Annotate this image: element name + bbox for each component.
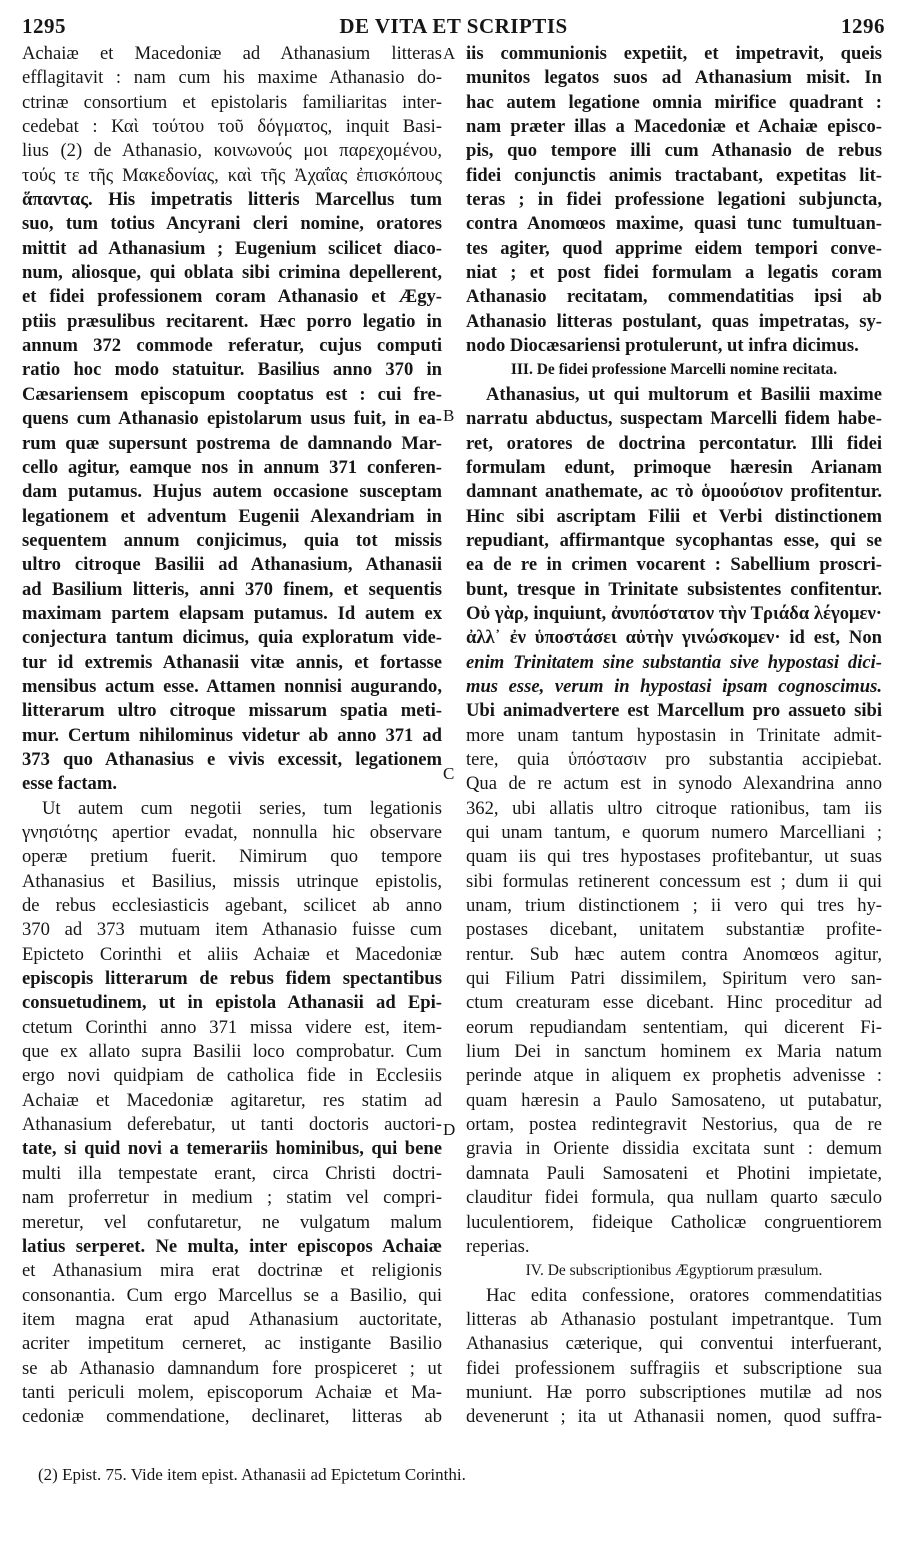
left-column	[22, 42, 442, 1430]
text-line: nam proferretur in medium ; statim vel compri-	[22, 1187, 442, 1209]
margin-marker-a: A	[443, 44, 456, 63]
text-line: ἅπαντας. His impetratis litteris Marcellus tum	[22, 189, 442, 211]
text-line: Athanasio litteras postulant, quas impetratas, sy-	[466, 310, 882, 332]
text-line: fidei conjunctis animis tractabant, expetitas lit-	[466, 164, 882, 186]
margin-marker-c: C	[443, 764, 455, 783]
text-line: τούς τε τῆς Μακεδονίας, καὶ τῆς Ἀχαΐας ἐπισκόπους	[22, 164, 442, 186]
text-line: quens cum Athanasio epistolarum usus fuit, in ea-	[22, 408, 442, 430]
text-line: operæ pretium fuerit. Nimirum quo tempore	[22, 846, 442, 868]
text-line: perinde atque in aliquem ex prophetis advenisse :	[466, 1065, 882, 1087]
text-line: dam putamus. Hujus autem occasione susceptam	[22, 481, 442, 503]
text-line: rum quæ supersunt postrema de damnando Mar-	[22, 432, 442, 454]
text-line: tanti periculi molem, episcoporum Achaiæ et Ma-	[22, 1381, 442, 1403]
text-line: ctrinæ consortium et epistolaris familiaritas inter-	[22, 91, 442, 113]
text-line: ctum creaturam esse dicebant. Hinc proceditur ad	[466, 992, 882, 1014]
text-line: suo, tum totius Ancyrani cleri nomine, oratores	[22, 213, 442, 235]
text-line: Hac edita confessione, oratores commendatitias	[486, 1284, 882, 1306]
text-line: ultro citroque Basilii ad Athanasium, Athanasii	[22, 554, 442, 576]
text-line: Athanasium deferebatur, ut tanti doctoris auctori-	[22, 1114, 442, 1136]
text-line: more unam tantum hypostasin in Trinitate admit-	[466, 724, 882, 746]
text-line: cedebat : Καὶ τούτου τοῦ δόγματος, inquit Basi-	[22, 116, 442, 138]
text-line: Athanasio recitatam, commendatitias ipsi ab	[466, 286, 882, 308]
text-line: esse factam.	[22, 773, 117, 795]
right-column	[466, 42, 882, 1430]
text-line: litteras ab Athanasio postulant impetrantque. Tum	[466, 1308, 882, 1330]
margin-marker-b: B	[443, 406, 455, 425]
text-line: mensibus actum esse. Attamen nonnisi augurando,	[22, 675, 442, 697]
text-line: Οὐ γὰρ, inquiunt, ἀνυπόστατον τὴν Τριάδα λέγομεν·	[466, 602, 882, 624]
text-line: hac autem legatione omnia mirifice quadrant :	[466, 91, 882, 113]
text-line: ergo novi quidpiam de catholica fide in Ecclesiis	[22, 1065, 442, 1087]
footnote: (2) Epist. 75. Vide item epist. Athanasii ad Epictetum Corinthi.	[38, 1465, 466, 1484]
text-line: se ab Athanasio damnandum fore prospiceret ; ut	[22, 1357, 442, 1379]
text-line: ptiis præsulibus recitarent. Hæc porro legatio in	[22, 310, 442, 332]
running-header	[22, 14, 885, 40]
text-line: et Athanasium mira erat doctrinæ et religionis	[22, 1260, 442, 1282]
text-line: conjectura tantum dicimus, quia exploratum vide-	[22, 627, 442, 649]
text-line: litterarum ultro citroque missarum spatia meti-	[22, 700, 442, 722]
text-line: qui unam tantum, e quorum numero Marcelliani ;	[466, 822, 882, 843]
text-line: iis communionis expetiit, et impetravit, queis	[466, 43, 882, 64]
text-line: num, aliosque, qui oblata sibi crimina depellerent,	[22, 262, 442, 284]
text-line: ad Basilium litteris, anni 370 finem, et sequentis	[22, 578, 442, 600]
text-line: repudiant, affirmantque sycophantas esse, qui se	[466, 529, 882, 551]
text-line: episcopis litterarum de rebus fidem spectantibus	[22, 968, 442, 990]
text-line: tate, si quid novi a temerariis hominibus, qui bene	[22, 1138, 442, 1160]
text-line: que ex allato supra Basilii loco comprobatur. Cum	[22, 1041, 442, 1063]
text-line: teras ; in fidei professione legationi subjuncta,	[466, 189, 882, 211]
text-line: lium Dei in sanctum hominem ex Maria natum	[466, 1041, 882, 1063]
margin-marker-d: D	[443, 1120, 456, 1139]
text-line: legationem et adventum Eugenii Alexandriam in	[22, 505, 442, 527]
text-line: Hinc sibi ascriptam Filii et Verbi distinctionem	[466, 505, 882, 527]
text-line: muniunt. Hæ porro subscriptiones mutilæ ad nos	[466, 1381, 882, 1403]
text-line: annum 372 commode referatur, cujus computi	[22, 335, 442, 357]
text-line: ratio hoc modo statuitur. Basilius anno 370 in	[22, 359, 442, 381]
text-line: γνησιότης apertior evadat, nonnulla hic observare	[22, 822, 442, 843]
text-line: multi illa tempestate erant, circa Christi doctri-	[22, 1162, 442, 1184]
text-line: damnant anathemate, ac τὸ ὁμοούσιον profitentur.	[466, 481, 882, 503]
text-line: Ut autem cum negotii series, tum legationis	[42, 797, 442, 819]
text-line: mus esse, verum in hypostasi ipsam cognoscimus.	[466, 675, 882, 697]
text-line: rentur. Sub hæc autem contra Anomœos agitur,	[466, 943, 882, 965]
text-line: bunt, tresque in Trinitate subsistentes confitentur.	[466, 578, 882, 600]
text-line: clauditur fidei formula, qua nullam quarto sæculo	[466, 1187, 882, 1209]
text-line: ἀλλ᾽ ἐν ὑποστάσει αὐτὴν γινώσκομεν· id est, Non	[466, 627, 882, 649]
text-line: contra Anomœos maxime, quasi tunc tumultuan-	[466, 213, 882, 235]
text-line: acriter impetitum cerneret, ac instigante Basilio	[22, 1333, 442, 1355]
text-line: niat ; et post fidei formulam a legatis coram	[466, 262, 882, 284]
text-line: de rebus ecclesiasticis agebant, scilicet ab anno	[22, 895, 442, 917]
text-line: quam hæresin a Paulo Samosateno, ut putabatur,	[466, 1089, 882, 1111]
text-line: enim Trinitatem sine substantia sive hypostasi dici-	[466, 651, 882, 673]
text-line: mittit ad Athanasium ; Eugenium scilicet diaco-	[22, 237, 442, 259]
text-line: lius (2) de Athanasio, κοινωνούς μοι παρεχομένου,	[22, 140, 442, 162]
text-line: latius serperet. Ne multa, inter episcopos Achaiæ	[22, 1235, 442, 1257]
text-line: devenerunt ; ita ut Athanasii nomen, quod suffra-	[466, 1406, 882, 1428]
text-line: sequentem annum conjicimus, quia tot missis	[22, 529, 442, 551]
text-line: Athanasius cæterique, qui conventui interfuerant,	[466, 1333, 882, 1355]
text-line: item magna erat apud Athanasium auctoritate,	[22, 1308, 442, 1330]
text-line: et fidei professionem coram Athanasio et Ægy-	[22, 286, 442, 308]
text-line: Qua de re actum est in synodo Alexandrina anno	[466, 773, 882, 795]
text-line: unam, trium distinctionem ; ii vero qui tres hy-	[466, 895, 882, 917]
text-line: efflagitavit : nam cum his maxime Athanasio do-	[22, 67, 442, 89]
text-line: nodo Diocæsariensi protulerunt, ut infra dicimus.	[466, 335, 859, 357]
text-line: tere, quia ὑπόστασιν pro substantia accipiebat.	[466, 748, 882, 770]
text-line: consonantia. Cum ergo Marcellus se a Basilio, qui	[22, 1284, 442, 1306]
text-line: 373 quo Athanasius e vivis excessit, legationem	[22, 748, 442, 770]
text-line: nam præter illas a Macedoniæ et Achaiæ episco-	[466, 116, 882, 138]
text-line: ortam, postea redintegravit Nestorius, qua de re	[466, 1114, 882, 1136]
text-line: Athanasius et Basilius, missis utrinque epistolis,	[22, 870, 442, 892]
column-number-right: 1296	[841, 14, 885, 38]
text-line: gravia in Oriente dissidia excitata sunt : demum	[466, 1138, 882, 1160]
text-line: maximam partem elapsam putamus. Id autem ex	[22, 602, 442, 624]
text-line: formulam edunt, primoque hæresin Arianam	[466, 456, 882, 478]
column-number-left: 1295	[22, 14, 66, 38]
text-line: quam iis qui tres hypostases profitebantur, ut suas	[466, 846, 882, 868]
text-line: meretur, vel confutaretur, ne vulgatum malum	[22, 1211, 442, 1233]
text-line: ret, oratores de doctrina percontatur. Illi fidei	[466, 432, 882, 454]
text-line: ctetum Corinthi anno 371 missa videre est, item-	[22, 1016, 442, 1038]
text-line: reperias.	[466, 1235, 530, 1257]
text-line: cello agitur, eamque nos in annum 371 conferen-	[22, 456, 442, 478]
text-line: damnata Pauli Samosateni et Photini impietate,	[466, 1162, 882, 1184]
text-line: Ubi animadvertere est Marcellum pro assueto sibi	[466, 700, 882, 722]
section-heading-iv: IV. De subscriptionibus Ægyptiorum præsulum.	[525, 1262, 823, 1280]
text-line: tur id extremis Athanasii vitæ annis, et fortasse	[22, 651, 442, 673]
text-line: Cæsariensem episcopum cooptatus est : cui fre-	[22, 383, 442, 405]
text-line: Athanasius, ut qui multorum et Basilii maxime	[486, 383, 882, 405]
text-line: luculentiorem, fideique Catholicæ congruentiorem	[466, 1211, 882, 1233]
text-line: 370 ad 373 mutuam item Athanasio fuisse cum	[22, 919, 442, 941]
section-heading-iii: III. De fidei professione Marcelli nomine recitata.	[510, 361, 838, 379]
text-line: consuetudinem, ut in epistola Athanasii ad Epi-	[22, 992, 442, 1014]
text-line: ea de re in crimen vocarent : Sabellium proscri-	[466, 554, 882, 576]
text-line: eorum repudiandam sententiam, qui dicerent Fi-	[466, 1016, 882, 1038]
text-line: sibi formulas retinerent concessum est ; dum ii qui	[466, 870, 882, 892]
text-line: postases dicebant, unitatem substantiæ profite-	[466, 919, 882, 941]
text-line: cedoniæ commendatione, declinaret, litteras ab	[22, 1406, 442, 1428]
text-line: mur. Certum nihilominus videtur ab anno 371 ad	[22, 724, 442, 746]
text-line: Achaiæ et Macedoniæ ad Athanasium litteras	[22, 43, 442, 64]
text-line: munitos legatos suos ad Athanasium misit. In	[466, 67, 882, 89]
text-line: tes agiter, quod apprime eidem tempori conve-	[466, 237, 882, 259]
text-line: 362, ubi allatis ultro citroque rationibus, tam iis	[466, 797, 882, 819]
running-title: DE VITA ET SCRIPTIS	[339, 14, 568, 38]
text-line: Epicteto Corinthi et aliis Achaiæ et Macedoniæ	[22, 943, 442, 965]
text-line: narratu abductus, suspectam Marcelli fidem habe-	[466, 408, 882, 430]
text-line: qui Filium Patri dissimilem, Spiritum vero san-	[466, 968, 882, 990]
text-line: Achaiæ et Macedoniæ agitaretur, res statim ad	[22, 1089, 442, 1111]
text-line: pis, quo tempore illi cum Athanasio de rebus	[466, 140, 882, 162]
text-line: fidei professionem suffragiis et subscriptione sua	[466, 1357, 882, 1379]
